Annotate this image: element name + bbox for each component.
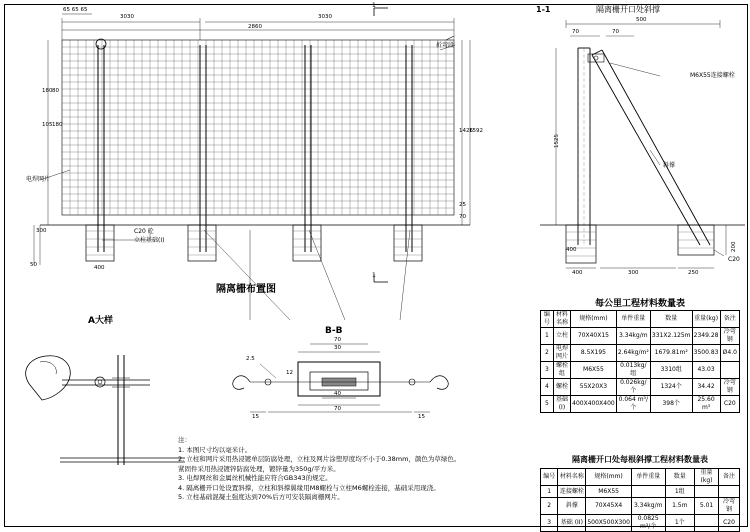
cell (631, 486, 665, 498)
th-spec: 规格(mm) (586, 469, 632, 486)
cell: 冷弯钢 (720, 379, 739, 396)
note-item: 紧固件采用热浸镀锌防腐处理，镀锌量为350g/平方米。 (178, 464, 340, 473)
th-remark: 备注 (719, 469, 740, 486)
table-opening-title: 隔离栅开口处每根斜撑工程材料数量表 (572, 455, 708, 464)
section-mark-bottom: 1 (372, 272, 376, 279)
cell: 70X45X4 (586, 498, 632, 515)
th-remark: 备注 (720, 311, 739, 328)
table-row (541, 379, 740, 396)
cell: 斜撑 (558, 498, 586, 515)
dim-sec-400-depth: 400 (566, 247, 577, 253)
cell: 连接螺栓 (558, 486, 586, 498)
dim-left-2: 180 (42, 88, 53, 94)
label-bolt: M6X55连接螺栓 (690, 72, 735, 79)
cell: 1679.81m² (650, 345, 692, 362)
cell (720, 362, 739, 379)
table-row (541, 498, 740, 515)
cell: 螺栓 (553, 379, 570, 396)
label-c20-section: C20 (728, 256, 740, 263)
cell: 1个 (665, 515, 695, 532)
cell: 电焊网片 (553, 345, 570, 362)
dim-bb-15a: 15 (252, 414, 259, 420)
label-wire-mesh: 电焊网片 (26, 176, 51, 183)
cell: 3310组 (650, 362, 692, 379)
section-11-title: 隔离栅开口处斜撑 (596, 5, 660, 14)
th-unitweight: 单件重量 (631, 469, 665, 486)
cell (695, 486, 719, 498)
cell: 3500.83 (692, 345, 720, 362)
dim-top-left-small: 65 65 65 (63, 7, 88, 13)
cell: 冷弯钢 (719, 498, 740, 515)
dim-right-3: 25 (459, 202, 466, 208)
cell: 400X400X400 (571, 396, 617, 413)
dim-top-b: 3030 (318, 14, 332, 20)
th-no: 编号 (541, 469, 558, 486)
th-spec: 规格(mm) (571, 311, 617, 328)
cell: C20 (720, 396, 739, 413)
dim-top-a: 3030 (120, 14, 134, 20)
dim-base-w: 400 (94, 265, 105, 271)
dim-sec-1525: 1525 (554, 134, 560, 148)
cell: 5.01 (695, 498, 719, 515)
cell: 398个 (650, 396, 692, 413)
cell: 2349.28 (692, 328, 720, 345)
dim-sec-250: 250 (688, 270, 699, 276)
dim-base-50: 50 (30, 262, 37, 268)
th-material: 材料名称 (558, 469, 586, 486)
label-bend-segment: 折弯段 (436, 42, 455, 49)
th-no: 编号 (541, 311, 554, 328)
th-material: 材料名称 (553, 311, 570, 328)
label-foundation-1: 立柱基础(I) (134, 237, 165, 244)
cell: 2.64kg/m² (616, 345, 650, 362)
cell: C20 (719, 515, 740, 532)
note-item: 3. 电焊网丝和金属丝机械性能应符合GB343的规定。 (178, 474, 332, 482)
cell: 1324个 (650, 379, 692, 396)
section-11-label: 1-1 (536, 5, 551, 14)
cell: 5 (541, 396, 554, 413)
table-header-row (541, 469, 740, 486)
dim-right-4: 70 (459, 214, 466, 220)
dim-bb-15b: 15 (418, 414, 425, 420)
dim-base-300: 300 (36, 228, 47, 234)
dim-bb-40: 40 (334, 391, 341, 397)
dim-right-1: 1426 (459, 128, 473, 134)
dim-sec-70a: 70 (572, 29, 579, 35)
cell: 1 (541, 328, 554, 345)
table-row (541, 486, 740, 498)
table-main-title: 每公里工程材料数量表 (594, 299, 685, 309)
cell: 2 (541, 498, 558, 515)
table-row (541, 328, 740, 345)
th-qty: 数量 (650, 311, 692, 328)
dim-sec-70b: 70 (612, 29, 619, 35)
material-table-opening (540, 468, 740, 532)
th-weight: 重量(kg) (692, 311, 720, 328)
table-header-row (541, 311, 740, 328)
th-weight: 重量(kg) (695, 469, 719, 486)
dim-left-4: 180 (52, 122, 63, 128)
cell: 3 (541, 362, 554, 379)
label-brace: 斜撑 (663, 162, 676, 169)
dim-top-total: 2860 (248, 24, 262, 30)
cell: 0.013kg/组 (616, 362, 650, 379)
cell: 3.34kg/m (616, 328, 650, 345)
dim-bb-25: 2.5 (246, 356, 255, 362)
cell: 3 (541, 515, 558, 532)
dim-sec-300: 300 (628, 270, 639, 276)
note-item: 4. 隔离栅开口处设置斜撑，立柱和斜撑翼缘用M8螺栓与立柱M6螺栓连接，基础采用现浇。 (178, 483, 440, 492)
cell: 基础 (I) (553, 396, 570, 413)
cell: 500X500X300 (586, 515, 632, 532)
cell: 8.5X195 (571, 345, 617, 362)
dim-bb-30: 30 (334, 345, 341, 351)
dim-bb-70a: 70 (334, 337, 341, 343)
table-row (541, 345, 740, 362)
notes-title: 注： (178, 436, 191, 444)
th-unitweight: 单件重量 (616, 311, 650, 328)
cell: 4 (541, 379, 554, 396)
material-table-main (540, 310, 740, 413)
dim-sec-500: 500 (636, 17, 647, 23)
cell: 43.03 (692, 362, 720, 379)
note-item: 1. 本图尺寸均以毫米计。 (178, 445, 252, 454)
cell: 25.60 m³ (692, 396, 720, 413)
section-mark-top: 1 (372, 2, 376, 9)
th-qty: 数量 (665, 469, 695, 486)
detail-a-title: A大样 (88, 316, 113, 326)
notes-block (178, 436, 538, 503)
dim-left-3: 105 (42, 122, 53, 128)
dim-bb-12: 12 (286, 370, 293, 376)
cell: 螺栓组 (553, 362, 570, 379)
cell: 基础 (II) (558, 515, 586, 532)
dim-right-2: 1592 (469, 128, 483, 134)
title-elevation: 隔离栅布置图 (216, 284, 276, 295)
cell: 0.0825 m³/个 (631, 515, 665, 532)
cell: M6X55 (571, 362, 617, 379)
note-item: 2. 立柱和网片采用热浸镀单层防腐处理，立柱及网片涂塑厚度均不小于0.38mm，颜色为草绿色。 (178, 455, 461, 463)
cell: 1.5m (665, 498, 695, 515)
cell: 立柱 (553, 328, 570, 345)
cell: 55X20X3 (571, 379, 617, 396)
cell: 0.064 m³/个 (616, 396, 650, 413)
cell: 3.34kg/m (631, 498, 665, 515)
cell: 1组 (665, 486, 695, 498)
cell: 冷弯钢 (720, 328, 739, 345)
label-c20: C20 砼 (134, 228, 154, 235)
note-item: 5. 立柱基础混凝土强度达到70%后方可安装隔离栅网片。 (178, 493, 344, 501)
dim-sec-400: 400 (572, 270, 583, 276)
dim-bb-70b: 70 (334, 406, 341, 412)
dim-sec-200: 200 (731, 241, 737, 252)
cell: Ø4.0 (720, 345, 739, 362)
cell: 0.026kg/个 (616, 379, 650, 396)
cell: 70X40X15 (571, 328, 617, 345)
section-bb-title: B-B (325, 326, 343, 336)
cell: M6X55 (586, 486, 632, 498)
cell: 1 (541, 486, 558, 498)
dim-left-1: 80 (52, 88, 59, 94)
cell: 331X2.125m (650, 328, 692, 345)
cell: 34.42 (692, 379, 720, 396)
table-row (541, 362, 740, 379)
cell (719, 486, 740, 498)
table-row (541, 396, 740, 413)
cell: 2 (541, 345, 554, 362)
